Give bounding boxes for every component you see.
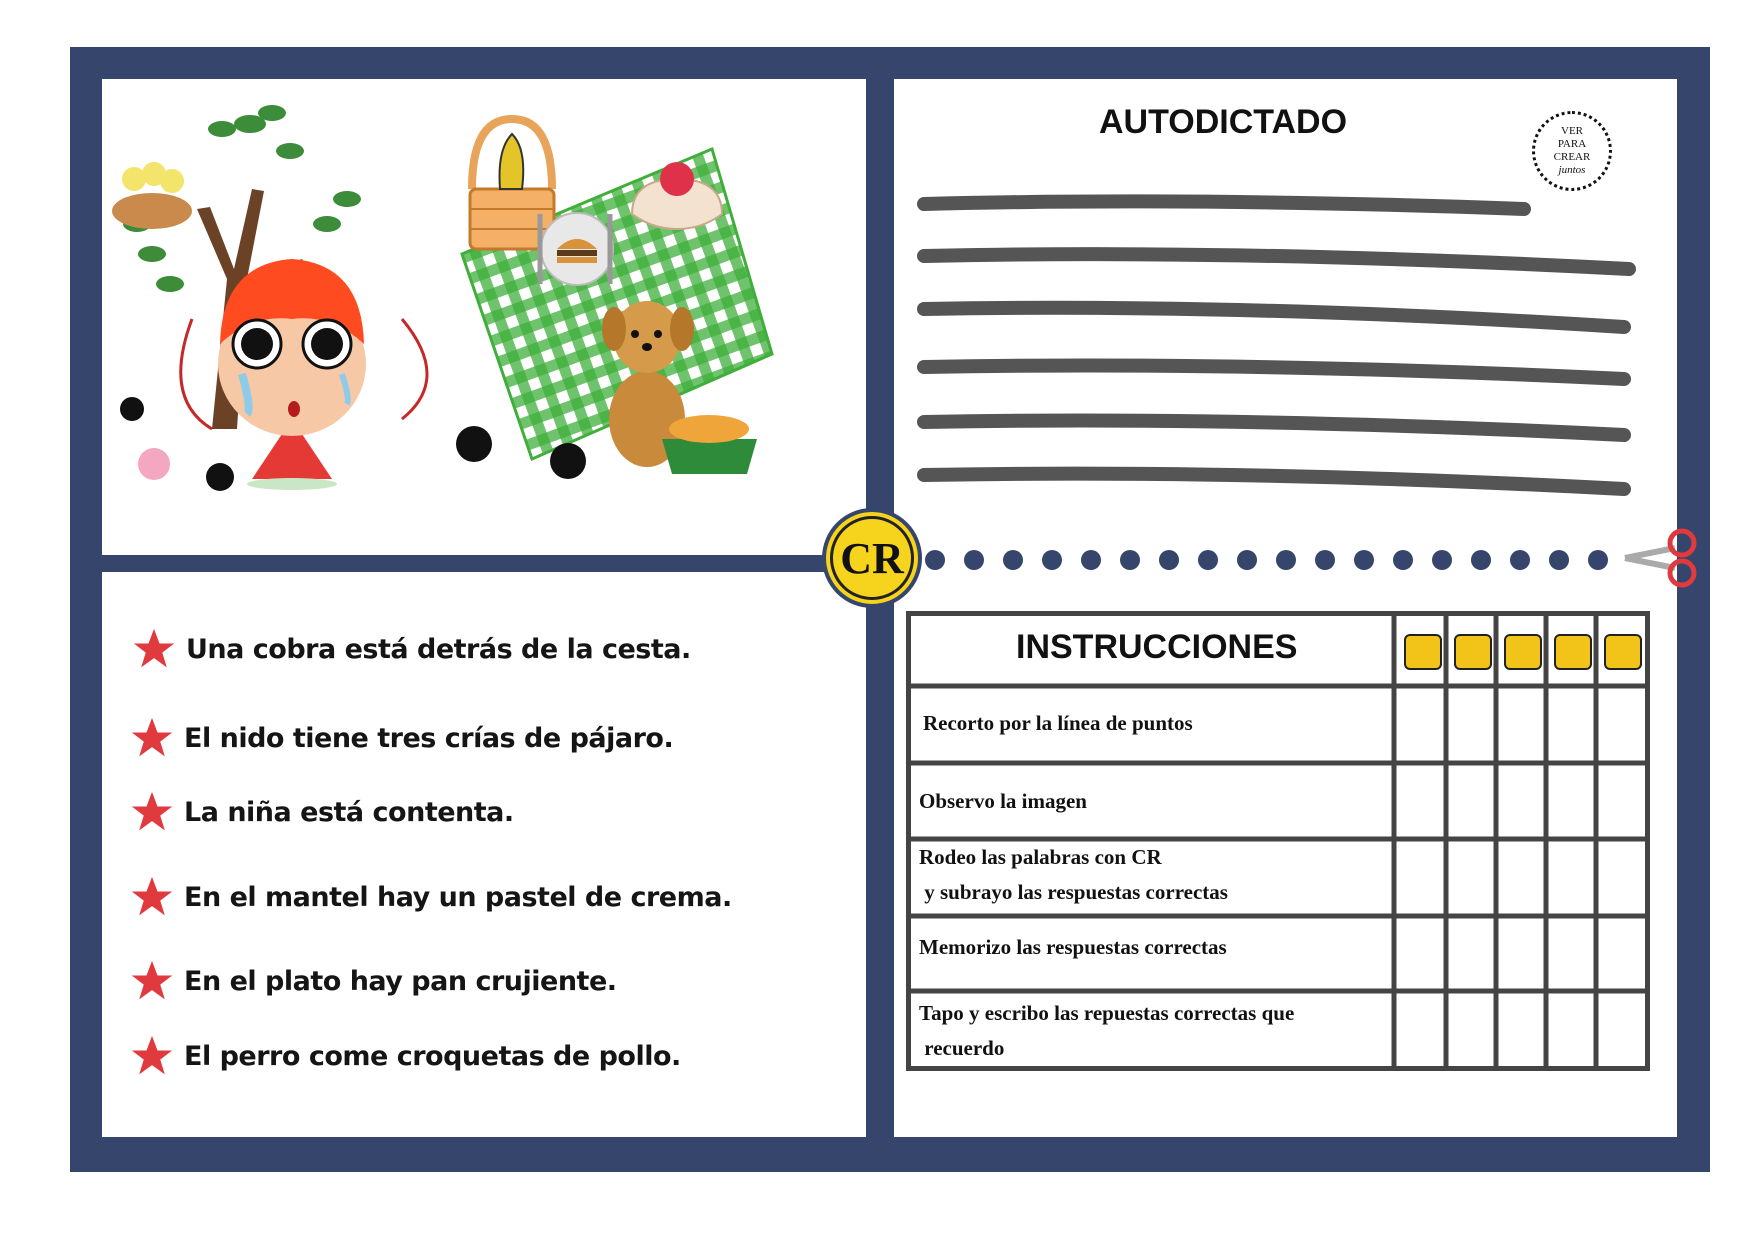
sentence-text: En el plato hay pan crujiente. xyxy=(184,965,617,997)
dictation-panel xyxy=(894,79,1677,1137)
instruction-text: Observo la imagen xyxy=(919,789,1087,813)
sentence-text: El nido tiene tres crías de pájaro. xyxy=(184,722,674,754)
sentence-text: Una cobra está detrás de la cesta. xyxy=(186,633,691,665)
writing-lines xyxy=(894,79,1677,519)
cr-badge xyxy=(822,508,922,608)
dictation-title: AUTODICTADO xyxy=(1099,103,1348,141)
scene-illustration xyxy=(102,79,866,555)
sentence-item xyxy=(130,959,617,1003)
instruction-row xyxy=(919,930,1227,965)
logo-line: juntos xyxy=(1558,164,1586,176)
instruction-text: Rodeo las palabras con CR xyxy=(919,845,1162,869)
logo-line: VER xyxy=(1561,125,1583,137)
sentence-text: El perro come croquetas de pollo. xyxy=(184,1040,681,1072)
sentence-item xyxy=(130,875,732,919)
instruction-text: Memorizo las respuestas correctas xyxy=(919,935,1227,959)
instruction-row xyxy=(923,706,1193,741)
instruction-text: Tapo y escribo las repuestas correctas que xyxy=(919,1001,1295,1025)
instruction-row xyxy=(919,784,1087,819)
instruction-text: recuerdo xyxy=(919,1036,1005,1060)
cr-badge-label: CR xyxy=(830,516,914,600)
star-icon xyxy=(130,1034,174,1078)
sentence-item xyxy=(132,627,691,671)
picture-panel xyxy=(102,79,866,555)
star-icon xyxy=(130,716,174,760)
instruction-row xyxy=(919,840,1228,910)
star-icon xyxy=(130,875,174,919)
instruction-row xyxy=(919,996,1294,1066)
instructions-title: INSTRUCCIONES xyxy=(1016,628,1298,666)
nest-icon xyxy=(112,162,192,229)
sentence-item xyxy=(130,790,514,834)
logo-line: PARA xyxy=(1557,138,1587,150)
instructions-table xyxy=(906,611,1650,1071)
instruction-text: y subrayo las respuestas correctas xyxy=(919,880,1228,904)
scissors-icon xyxy=(1620,523,1700,593)
dog-bowl-icon xyxy=(662,415,757,474)
star-icon xyxy=(130,959,174,1003)
cobra-icon xyxy=(500,134,524,189)
star-icon xyxy=(132,627,176,671)
sentence-item xyxy=(130,716,673,760)
sentences-panel xyxy=(102,572,866,1137)
star-icon xyxy=(130,790,174,834)
logo-line: CREAR xyxy=(1553,151,1591,163)
sentence-item xyxy=(130,1034,681,1078)
instruction-text: Recorto por la línea de puntos xyxy=(923,711,1193,735)
sentence-text: La niña está contenta. xyxy=(184,796,514,828)
sentence-text: En el mantel hay un pastel de crema. xyxy=(184,881,732,913)
cut-line xyxy=(925,550,1645,570)
